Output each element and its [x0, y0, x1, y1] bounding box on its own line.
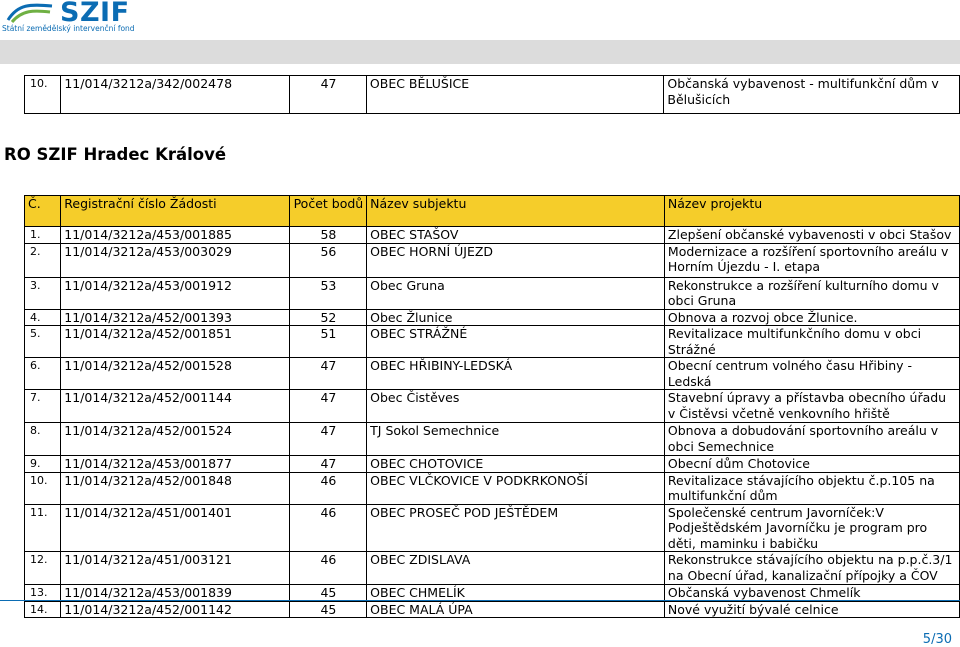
registration-number: 11/014/3212a/453/001885: [61, 227, 289, 244]
header-bar: [0, 40, 960, 64]
points: 52: [289, 309, 367, 326]
page-number: 5/30: [922, 632, 952, 647]
project-name: Modernizace a rozšíření sportovního areálu v Horním Újezdu - I. etapa: [664, 243, 959, 277]
subject-name: OBEC CHOTOVICE: [367, 456, 665, 473]
header-number: Č.: [25, 196, 61, 227]
footer-divider: [0, 600, 960, 601]
project-name: Občanská vybavenost Chmelík: [664, 585, 959, 602]
registration-number: 11/014/3212a/452/001848: [61, 472, 289, 504]
registration-number: 11/014/3212a/452/001142: [61, 601, 289, 618]
row-number: 13.: [25, 585, 61, 602]
table-row: [25, 601, 960, 618]
subject-name: OBEC BĚLUŠICE: [366, 76, 663, 114]
registration-number: 11/014/3212a/451/003121: [61, 552, 289, 585]
table-row: [25, 76, 960, 114]
registration-number: 11/014/3212a/452/001393: [61, 309, 289, 326]
project-name: Zlepšení občanské vybavenosti v obci Stašov: [664, 227, 959, 244]
registration-number: 11/014/3212a/453/001877: [61, 456, 289, 473]
points: 45: [289, 585, 367, 602]
points: 46: [289, 472, 367, 504]
points: 56: [289, 243, 367, 277]
table-row: [25, 585, 960, 602]
row-number: 14.: [25, 601, 61, 618]
table-row: [25, 504, 960, 552]
registration-number: 11/014/3212a/453/001839: [61, 585, 289, 602]
row-number: 5.: [25, 326, 61, 358]
subject-name: Obec Čistěves: [367, 390, 665, 423]
project-name: Občanská vybavenost - multifunkční dům v Bělušicích: [664, 76, 960, 114]
subject-name: OBEC ZDISLAVA: [367, 552, 665, 585]
previous-region-table: [24, 75, 960, 114]
table-row: [25, 423, 960, 456]
subject-name: OBEC MALÁ ÚPA: [367, 601, 665, 618]
table-header-row: [25, 196, 960, 227]
registration-number: 11/014/3212a/452/001144: [61, 390, 289, 423]
points: 45: [289, 601, 367, 618]
header-points: Počet bodů: [289, 196, 367, 227]
header-subject: Název subjektu: [367, 196, 665, 227]
points: 47: [289, 423, 367, 456]
registration-number: 11/014/3212a/342/002478: [61, 76, 290, 114]
row-number: 2.: [25, 243, 61, 277]
subject-name: OBEC HŘIBINY-LEDSKÁ: [367, 358, 665, 390]
project-name: Revitalizace multifunkčního domu v obci Strážné: [664, 326, 959, 358]
table-row: [25, 326, 960, 358]
table-row: [25, 243, 960, 277]
row-number: 11.: [25, 504, 61, 552]
row-number: 9.: [25, 456, 61, 473]
points: 53: [289, 277, 367, 309]
registration-number: 11/014/3212a/452/001524: [61, 423, 289, 456]
subject-name: OBEC VLČKOVICE V PODKRKONOŠÍ: [367, 472, 665, 504]
projects-table: [24, 195, 960, 618]
project-name: Obnova a dobudování sportovního areálu v obci Semechnice: [664, 423, 959, 456]
project-name: Nové využití bývalé celnice: [664, 601, 959, 618]
row-number: 12.: [25, 552, 61, 585]
project-name: Stavební úpravy a přístavba obecního úřadu v Čistěvsi včetně venkovního hřiště: [664, 390, 959, 423]
points: 47: [289, 456, 367, 473]
registration-number: 11/014/3212a/453/003029: [61, 243, 289, 277]
table-row: [25, 277, 960, 309]
project-name: Revitalizace stávajícího objektu č.p.105 na multifunkční dům: [664, 472, 959, 504]
points: 47: [289, 358, 367, 390]
szif-logo: [0, 0, 160, 34]
project-name: Společenské centrum Javorníček:V Podještědském Javorníčku je program pro děti, maminku i babičku: [664, 504, 959, 552]
region-title: RO SZIF Hradec Králové: [4, 145, 227, 164]
points: 47: [290, 76, 367, 114]
table-row: [25, 456, 960, 473]
subject-name: TJ Sokol Semechnice: [367, 423, 665, 456]
row-number: 10.: [25, 76, 61, 114]
project-name: Rekonstrukce a rozšíření kulturního domu v obci Gruna: [664, 277, 959, 309]
table-row: [25, 552, 960, 585]
registration-number: 11/014/3212a/452/001528: [61, 358, 289, 390]
row-number: 4.: [25, 309, 61, 326]
subject-name: OBEC STRÁŽNÉ: [367, 326, 665, 358]
subject-name: Obec Gruna: [367, 277, 665, 309]
points: 46: [289, 504, 367, 552]
subject-name: Obec Žlunice: [367, 309, 665, 326]
project-name: Obecní centrum volného času Hřibiny - Ledská: [664, 358, 959, 390]
table-row: [25, 390, 960, 423]
header-project: Název projektu: [664, 196, 959, 227]
subject-name: OBEC CHMELÍK: [367, 585, 665, 602]
registration-number: 11/014/3212a/452/001851: [61, 326, 289, 358]
project-name: Obecní dům Chotovice: [664, 456, 959, 473]
row-number: 1.: [25, 227, 61, 244]
table-row: [25, 309, 960, 326]
registration-number: 11/014/3212a/451/001401: [61, 504, 289, 552]
subject-name: OBEC PROSEČ POD JEŠTĚDEM: [367, 504, 665, 552]
logo-name: SZIF: [60, 0, 130, 28]
points: 51: [289, 326, 367, 358]
row-number: 10.: [25, 472, 61, 504]
project-name: Obnova a rozvoj obce Žlunice.: [664, 309, 959, 326]
points: 58: [289, 227, 367, 244]
registration-number: 11/014/3212a/453/001912: [61, 277, 289, 309]
row-number: 8.: [25, 423, 61, 456]
header-registration: Registrační číslo Žádosti: [61, 196, 289, 227]
points: 46: [289, 552, 367, 585]
table-row: [25, 227, 960, 244]
table-row: [25, 472, 960, 504]
points: 47: [289, 390, 367, 423]
subject-name: OBEC HORNÍ ÚJEZD: [367, 243, 665, 277]
row-number: 3.: [25, 277, 61, 309]
project-name: Rekonstrukce stávajícího objektu na p.p.č.3/1 na Obecní úřad, kanalizační přípojky a ČOV: [664, 552, 959, 585]
subject-name: OBEC STAŠOV: [367, 227, 665, 244]
logo-subtitle: Státní zemědělský intervenční fond: [2, 24, 135, 33]
table-row: [25, 358, 960, 390]
szif-logo-mark-icon: [6, 2, 54, 24]
row-number: 7.: [25, 390, 61, 423]
row-number: 6.: [25, 358, 61, 390]
